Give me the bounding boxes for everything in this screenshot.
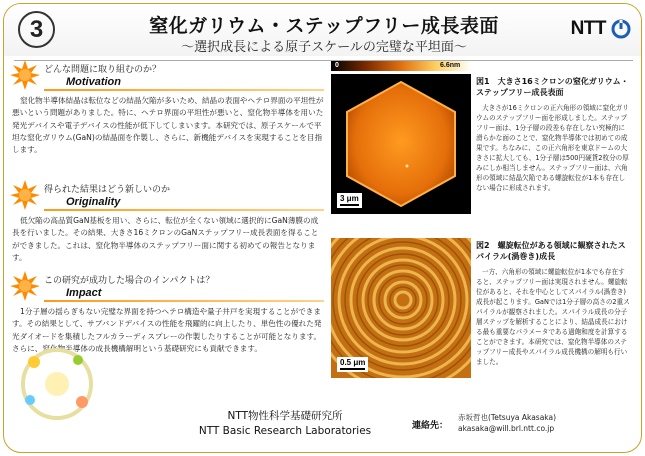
scale-bar [337, 357, 368, 372]
section-question: 得られた結果はどう新しいのか [44, 185, 171, 195]
section-keyword: Motivation [66, 76, 121, 88]
scale-line [340, 368, 365, 370]
section-keyword: Originality [66, 196, 121, 208]
science-festival-logo [12, 342, 102, 424]
keyword-underline [44, 209, 324, 211]
header-divider [14, 60, 633, 61]
colorbar-high-label: 6.6nm [440, 62, 461, 69]
scale-bar [337, 193, 362, 208]
poster-title: 窒化ガリウム・ステップフリー成長表面 [149, 15, 499, 37]
contact-label: 連絡先： [412, 421, 449, 431]
scale-label: 3 μm [340, 194, 359, 203]
figure-2-description [476, 240, 631, 367]
lab-name-en: NTT Basic Research Laboratories [198, 425, 372, 437]
contact-email[interactable]: akasaka@will.brl.ntt.co.jp [458, 423, 555, 433]
figure-1-text: 大きさが16ミクロンの正六角形の領域に窒化ガリウムのステップフリー面を形成しました。ステップフリー面は、1分子層の段差も存在しない究極的に滑らかな面のことで、窒化物半導体では初めての成果です。ちなみに、この正六角形を東京ドームの大きさに拡大しても、1分子層は500円硬貨2枚分の厚みにしか相当しません。ステップフリー面は、六角形の領域に結晶欠陥である螺旋転位が1本も存在しない場合に形成されます。 [476, 104, 629, 192]
figure-1-afm-image [331, 74, 471, 214]
figure-1-description [476, 76, 631, 193]
figure-2-text: 一方、六角形の領域に螺旋転位が1本でも存在すると、ステップフリー面は実現されません。螺旋転位があると、それを中心としてスパイラル(渦巻き)成長が起こります。GaNでは1分子層の高さの2重スパイラルが観察されました。スパイラル成長の分子層ステップを解析することにより、結晶成長における最も重要なパラメータである過飽和度を計算することができます。本研究では、窒化物半導体のステップフリー成長やスパイラル成長機構の解明も行いました。 [476, 268, 630, 366]
keyword-underline [44, 300, 324, 302]
scale-line [340, 204, 359, 206]
sunburst-icon [10, 60, 40, 90]
section-body: 1分子層の揺らぎもない完璧な界面を持つヘテロ構造や量子井戸を実現することができます。その結果として、サブバンドデバイスの性能を飛躍的に向上したり、単色性の優れた発光ダイオードを集積したフルカラーディスプレーの作製したりすることが可能となります。さらに、窒化物半導体の成長機構解明という基礎研究にも貢献できます。 [12, 307, 322, 353]
poster-subtitle: ～選択成長による原子スケールの完璧な平坦面～ [181, 40, 467, 55]
section-question: どんな問題に取り組むのか？ [44, 65, 162, 75]
poster-number-badge: 3 [18, 11, 55, 48]
section-question: この研究が成功した場合のインパクトは？ [44, 276, 215, 286]
contact-name: 赤坂哲也(Tetsuya Akasaka) [458, 413, 557, 422]
colorbar-low-label: 0 [335, 62, 339, 69]
ntt-logo-text: NTT [570, 18, 606, 39]
section-body: 窒化物半導体結晶は転位などの結晶欠陥が多いため、結晶の表面やヘテロ界面の平坦性が悪いという問題がありました。特に、ヘテロ界面の平坦性が悪いと、窒化物半導体を用いた発光デバイスや電子デバイスの性能が低下してしまいます。本研究では、原子スケールで平坦な窒化ガリウム(GaN)の結晶面を作製し、さらに、新機能デバイスを実現することを目指します。 [12, 96, 324, 155]
section-keyword: Impact [66, 287, 102, 299]
ntt-logo [571, 18, 631, 40]
contact-info [458, 413, 556, 434]
sunburst-icon [10, 271, 40, 301]
keyword-underline [44, 89, 324, 91]
ntt-globe-icon [611, 19, 631, 39]
scale-label: 0.5 μm [340, 358, 366, 367]
figure-2-spiral-image [331, 238, 471, 378]
figure-2-caption: 図2 螺旋転位がある領域に観察されたスパイラル(渦巻き)成長 [476, 241, 626, 261]
lab-name [180, 409, 390, 439]
figure-1-caption: 図1 大きさ16ミクロンの窒化ガリウム・ステップフリー成長表面 [476, 77, 629, 97]
section-body: 低欠陥の高品質GaN基板を用い、さらに、転位が全くない領域に選択的にGaN薄膜の成長を行いました。その結果、大きさ16ミクロンのGaNステップフリー成長表面を得ることができました。これは、窒化物半導体のステップフリー面に関する初めての報告となります。 [12, 216, 319, 262]
sunburst-icon [10, 180, 40, 210]
lab-name-jp: NTT物性科学基礎研究所 [227, 410, 343, 422]
